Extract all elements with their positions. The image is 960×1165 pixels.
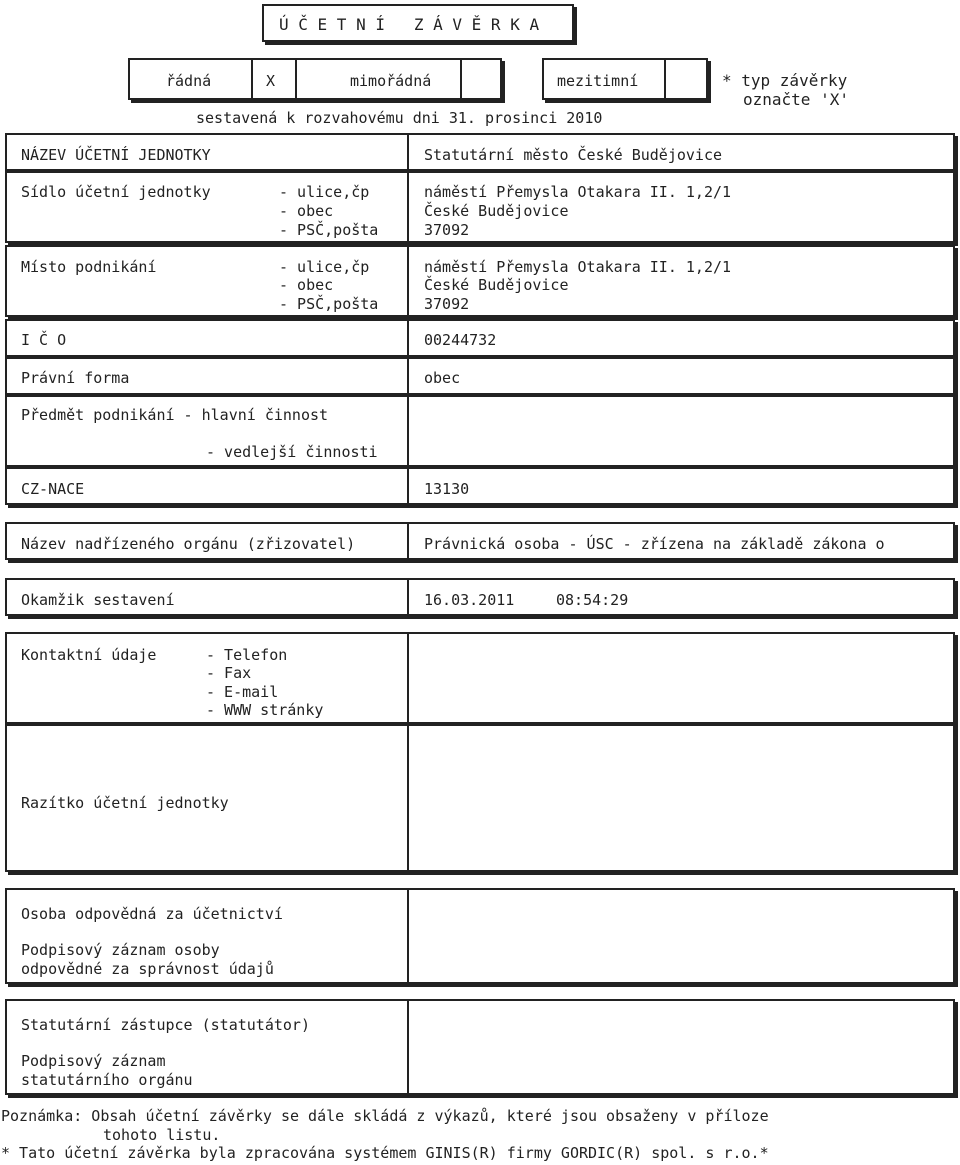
place-city: České Budějovice [424, 276, 569, 294]
closure-note-1: * typ závěrky [722, 71, 848, 90]
compiled-time: 08:54:29 [556, 591, 629, 609]
footer-system-line: * Tato účetní závěrka byla zpracována systémem GINIS(R) firmy GORDIC(R) spol. s r.o.* [1, 1144, 769, 1162]
interim-label: mezitimní [557, 72, 639, 90]
regular-label: řádná [166, 72, 212, 90]
compiled-date: 16.03.2011 [424, 591, 515, 609]
place-sub-zip: - PSČ,pošta [279, 295, 379, 313]
compiled-moment-label: Okamžik sestavení [21, 591, 175, 609]
footer-note-1: Poznámka: Obsah účetní závěrky se dále skládá z výkazů, které jsou obsaženy v příloze [1, 1107, 769, 1125]
statutory-signature-2: statutárního orgánu [21, 1071, 193, 1089]
seat-zip: 37092 [424, 221, 470, 239]
name-label: NÁZEV ÚČETNÍ JEDNOTKY [21, 146, 211, 164]
contact-web: - WWW stránky [206, 701, 324, 719]
place-street: náměstí Přemysla Otakara II. 1,2/1 [424, 258, 732, 276]
seat-label: Sídlo účetní jednotky [21, 183, 211, 201]
compiled-as-of: sestavená k rozvahovému dni 31. prosinci 2010 [196, 109, 603, 127]
ico-value: 00244732 [424, 331, 497, 349]
nace-row [5, 467, 955, 505]
accountant-signature-2: odpovědné za správnost údajů [21, 960, 274, 978]
activity-label: Předmět podnikání - hlavní činnost [21, 406, 329, 424]
place-label: Místo podnikání [21, 258, 157, 276]
seat-sub-zip: - PSČ,pošta [279, 221, 379, 239]
seat-sub-street: - ulice,čp [279, 183, 370, 201]
superior-label: Název nadřízeného orgánu (zřizovatel) [21, 535, 356, 553]
legal-form-value: obec [424, 369, 461, 387]
legal-form-label: Právní forma [21, 369, 130, 387]
legal-form-row [5, 357, 955, 395]
regular-mark[interactable]: X [266, 72, 276, 90]
document-title: Ú Č E T N Í Z Á V Ě R K A [279, 15, 540, 34]
seat-city: České Budějovice [424, 202, 569, 220]
closure-note-2: označte 'X' [743, 90, 849, 109]
nace-value: 13130 [424, 480, 470, 498]
contact-fax: - Fax [206, 664, 252, 682]
accountant-label: Osoba odpovědná za účetnictví [21, 905, 283, 923]
contact-email: - E-mail [206, 683, 279, 701]
statutory-signature-1: Podpisový záznam [21, 1052, 166, 1070]
stamp-label: Razítko účetní jednotky [21, 794, 229, 812]
extraordinary-label: mimořádná [350, 72, 432, 90]
place-zip: 37092 [424, 295, 470, 313]
seat-street: náměstí Přemysla Otakara II. 1,2/1 [424, 183, 732, 201]
statutory-label: Statutární zástupce (statutátor) [21, 1016, 310, 1034]
contact-phone: - Telefon [206, 646, 288, 664]
footer-note-2: tohoto listu. [103, 1126, 221, 1144]
accountant-signature-1: Podpisový záznam osoby [21, 941, 220, 959]
contact-label: Kontaktní údaje [21, 646, 157, 664]
activity-secondary-label: - vedlejší činnosti [206, 443, 378, 461]
name-value: Statutární město České Budějovice [424, 146, 723, 164]
nace-label: CZ-NACE [21, 480, 85, 498]
seat-sub-city: - obec [279, 202, 334, 220]
place-sub-street: - ulice,čp [279, 258, 370, 276]
ico-label: I Č O [21, 331, 67, 349]
place-sub-city: - obec [279, 276, 334, 294]
superior-value: Právnická osoba - ÚSC - zřízena na základě zákona o [424, 535, 885, 553]
